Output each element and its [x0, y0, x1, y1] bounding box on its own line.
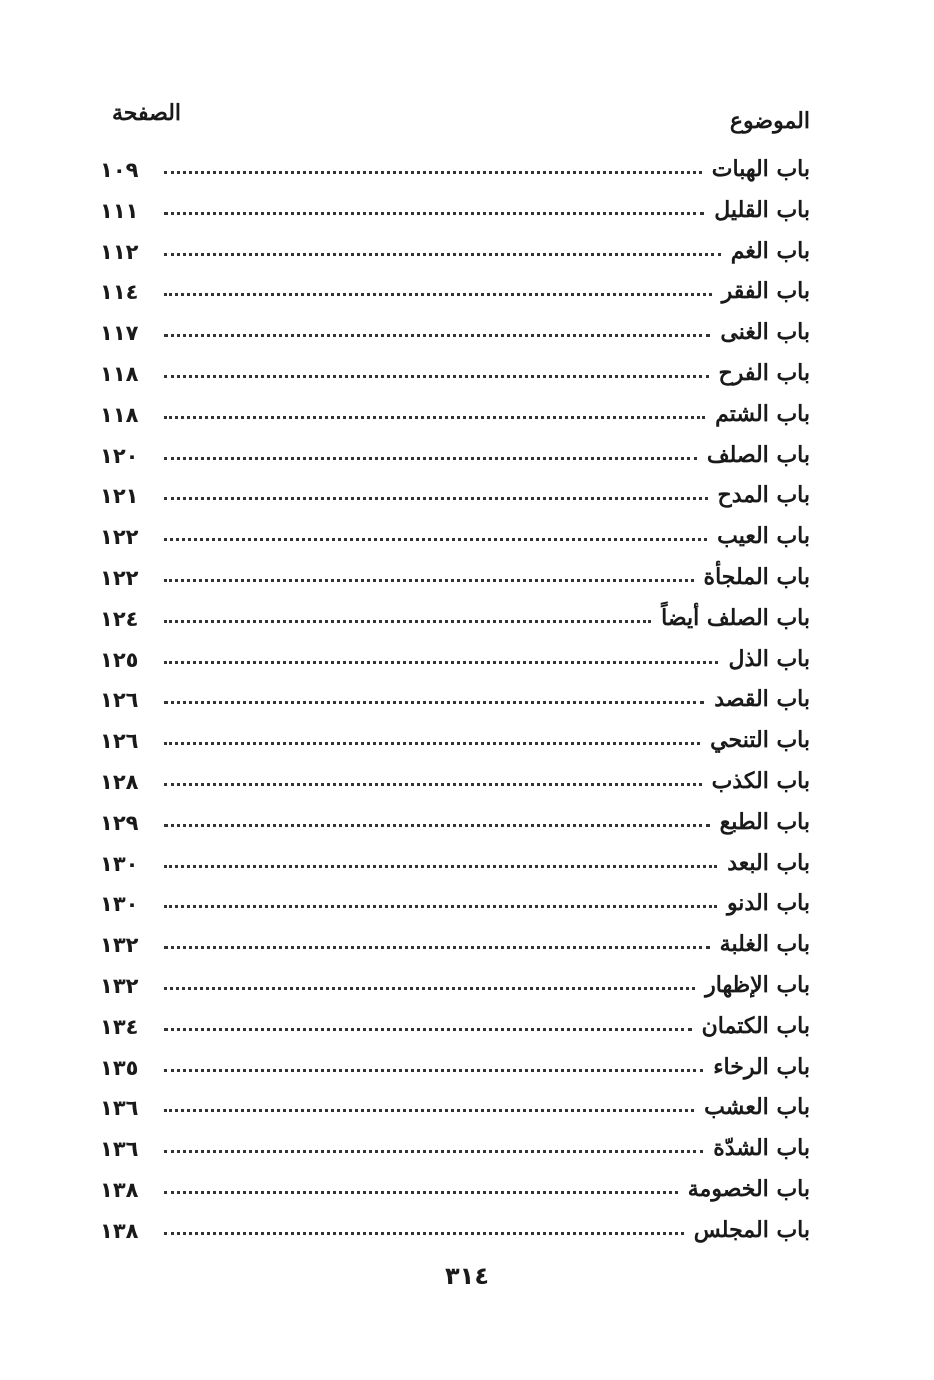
toc-entry — [100, 842, 810, 876]
dot-leader — [164, 824, 710, 827]
toc-entry-title: باب الفقر — [721, 278, 810, 305]
dot-leader — [164, 457, 697, 460]
toc-entry-title: باب البعد — [727, 849, 810, 876]
toc-entry-title: باب الشتم — [715, 400, 810, 427]
toc-entry-page: ١٢١ — [100, 484, 139, 509]
toc-entry-page: ١١٢ — [100, 239, 139, 264]
toc-entry-title: باب الصلف أيضاً — [661, 604, 810, 631]
dot-leader — [164, 742, 700, 745]
toc-entry — [100, 1168, 810, 1202]
toc-entry-page: ١١٨ — [100, 361, 139, 386]
toc-entry — [100, 352, 810, 386]
toc-entry-title: باب الغم — [730, 237, 810, 264]
toc-entry-page: ١٣٠ — [100, 851, 139, 876]
dot-leader — [164, 1109, 694, 1112]
topic-column-header: الموضوع — [729, 108, 810, 134]
dot-leader — [164, 171, 702, 174]
toc-entry-title: باب الفرح — [718, 359, 810, 386]
toc-entry-page: ١٢٦ — [100, 729, 139, 754]
toc-entry-page: ١٢٩ — [100, 810, 139, 835]
toc-entry-title: باب الذل — [728, 645, 810, 672]
table-of-contents — [100, 148, 810, 1243]
dot-leader — [164, 1232, 684, 1235]
toc-entry-page: ١٣٢ — [100, 933, 139, 958]
toc-entry — [100, 189, 810, 223]
dot-leader — [164, 783, 702, 786]
toc-entry-page: ١١٤ — [100, 280, 139, 305]
toc-entry-page: ١٣٦ — [100, 1096, 139, 1121]
toc-entry-page: ١٣٦ — [100, 1137, 139, 1162]
toc-entry — [100, 393, 810, 427]
toc-entry-page: ١٢٦ — [100, 688, 139, 713]
dot-leader — [164, 1028, 692, 1031]
dot-leader — [164, 905, 717, 908]
toc-entry-title: باب المدح — [717, 482, 810, 509]
toc-entry-title: باب القصد — [714, 686, 810, 713]
toc-entry-page: ١١١ — [100, 198, 139, 223]
toc-entry — [100, 597, 810, 631]
toc-entry — [100, 760, 810, 794]
toc-entry-page: ١٢٥ — [100, 647, 139, 672]
toc-entry — [100, 311, 810, 345]
toc-entry-title: باب الملجأة — [703, 563, 810, 590]
toc-entry-title: باب الكذب — [711, 767, 810, 794]
page-number: ٣١٤ — [445, 1262, 489, 1290]
dot-leader — [164, 865, 717, 868]
dot-leader — [164, 579, 694, 582]
dot-leader — [164, 253, 721, 256]
toc-entry — [100, 148, 810, 182]
toc-entry-title: باب الغنى — [720, 319, 810, 346]
dot-leader — [164, 212, 704, 215]
dot-leader — [164, 701, 704, 704]
toc-entry-page: ١١٨ — [100, 402, 139, 427]
toc-entry — [100, 1086, 810, 1120]
toc-entry — [100, 1046, 810, 1080]
toc-entry-title: باب الخصومة — [687, 1175, 810, 1202]
toc-entry-page: ١٣٨ — [100, 1177, 139, 1202]
toc-entry — [100, 638, 810, 672]
dot-leader — [164, 1150, 703, 1153]
toc-entry — [100, 1005, 810, 1039]
toc-entry-title: باب العيب — [717, 523, 810, 550]
toc-entry-title: باب العشب — [704, 1094, 810, 1121]
toc-entry-title: باب الدنو — [726, 890, 810, 917]
toc-entry — [100, 801, 810, 835]
toc-entry-page: ١٠٩ — [100, 158, 139, 182]
toc-entry-title: باب التنحي — [710, 727, 810, 754]
toc-entry-page: ١٢٤ — [100, 606, 139, 631]
dot-leader — [164, 538, 707, 541]
dot-leader — [164, 293, 712, 296]
toc-entry-title: باب القليل — [714, 196, 810, 223]
dot-leader — [164, 497, 708, 500]
dot-leader — [164, 375, 709, 378]
dot-leader — [164, 661, 718, 664]
toc-entry — [100, 556, 810, 590]
toc-entry-title: باب الصلف — [706, 441, 810, 468]
toc-entry-page: ١٣٥ — [100, 1055, 139, 1080]
toc-entry-title: باب الغلبة — [719, 931, 810, 958]
toc-entry — [100, 270, 810, 304]
dot-leader — [164, 1069, 703, 1072]
dot-leader — [164, 987, 695, 990]
toc-entry-page: ١٢٨ — [100, 769, 139, 794]
toc-entry — [100, 882, 810, 916]
toc-entry — [100, 1127, 810, 1161]
toc-entry-title: باب الهبات — [711, 156, 810, 182]
toc-entry — [100, 678, 810, 712]
toc-entry-page: ١١٧ — [100, 321, 139, 346]
toc-entry — [100, 923, 810, 957]
toc-entry-page: ١٢٢ — [100, 525, 139, 550]
toc-entry — [100, 964, 810, 998]
toc-entry — [100, 434, 810, 468]
toc-entry-page: ١٣٤ — [100, 1014, 139, 1039]
toc-entry — [100, 719, 810, 753]
dot-leader — [164, 1191, 678, 1194]
toc-entry — [100, 1209, 810, 1243]
page-column-header: الصفحة — [112, 100, 182, 126]
dot-leader — [164, 946, 710, 949]
toc-entry — [100, 230, 810, 264]
toc-entry-title: باب الكتمان — [701, 1012, 810, 1039]
toc-entry-title: باب الإظهار — [705, 971, 810, 998]
toc-entry-page: ١٣٢ — [100, 973, 139, 998]
toc-entry-page: ١٣٨ — [100, 1218, 139, 1243]
dot-leader — [164, 334, 710, 337]
toc-entry — [100, 474, 810, 508]
dot-leader — [164, 620, 651, 623]
toc-entry — [100, 515, 810, 549]
toc-entry-title: باب الطبع — [719, 808, 810, 835]
toc-entry-title: باب الرخاء — [713, 1053, 810, 1080]
toc-entry-title: باب المجلس — [693, 1216, 810, 1243]
toc-entry-page: ١٢٢ — [100, 565, 139, 590]
toc-entry-title: باب الشدّة — [713, 1135, 810, 1162]
toc-entry-page: ١٣٠ — [100, 892, 139, 917]
dot-leader — [164, 416, 705, 419]
toc-entry-page: ١٢٠ — [100, 443, 139, 468]
